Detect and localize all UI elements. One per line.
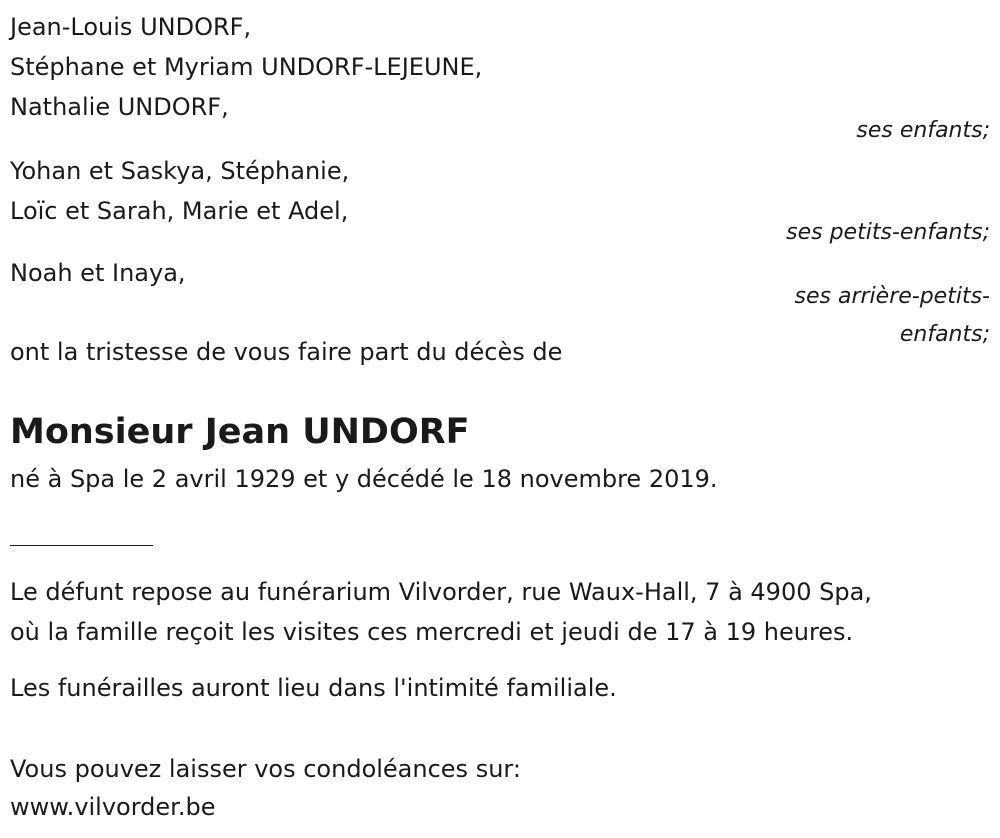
grandchild-name-2: Loïc et Sarah, Marie et Adel, bbox=[10, 197, 349, 225]
great-grandchildren-role-line2: enfants; bbox=[899, 322, 990, 347]
deceased-name: Monsieur Jean UNDORF bbox=[10, 412, 470, 452]
announcement-text: ont la tristesse de vous faire part du décès de bbox=[10, 338, 563, 366]
resting-place-line-1: Le défunt repose au funérarium Vilvorder, rue Waux-Hall, 7 à 4900 Spa, bbox=[10, 578, 872, 606]
grandchildren-role: ses petits-enfants; bbox=[786, 220, 990, 245]
great-grandchildren-role-line1: ses arrière-petits- bbox=[794, 284, 990, 309]
website-link[interactable]: www.vilvorder.be bbox=[10, 793, 216, 821]
condolences-text: Vous pouvez laisser vos condoléances sur: bbox=[10, 755, 521, 783]
funeral-text: Les funérailles auront lieu dans l'intimité familiale. bbox=[10, 674, 617, 702]
resting-place-line-2: où la famille reçoit les visites ces mercredi et jeudi de 17 à 19 heures. bbox=[10, 618, 854, 646]
child-name-1: Jean-Louis UNDORF, bbox=[10, 13, 252, 41]
deceased-dates: né à Spa le 2 avril 1929 et y décédé le 18 novembre 2019. bbox=[10, 465, 718, 493]
children-role: ses enfants; bbox=[856, 118, 990, 143]
child-name-3: Nathalie UNDORF, bbox=[10, 93, 229, 121]
child-name-2: Stéphane et Myriam UNDORF-LEJEUNE, bbox=[10, 53, 483, 81]
separator-line bbox=[10, 545, 153, 546]
great-grandchild-name-1: Noah et Inaya, bbox=[10, 259, 186, 287]
grandchild-name-1: Yohan et Saskya, Stéphanie, bbox=[10, 157, 350, 185]
